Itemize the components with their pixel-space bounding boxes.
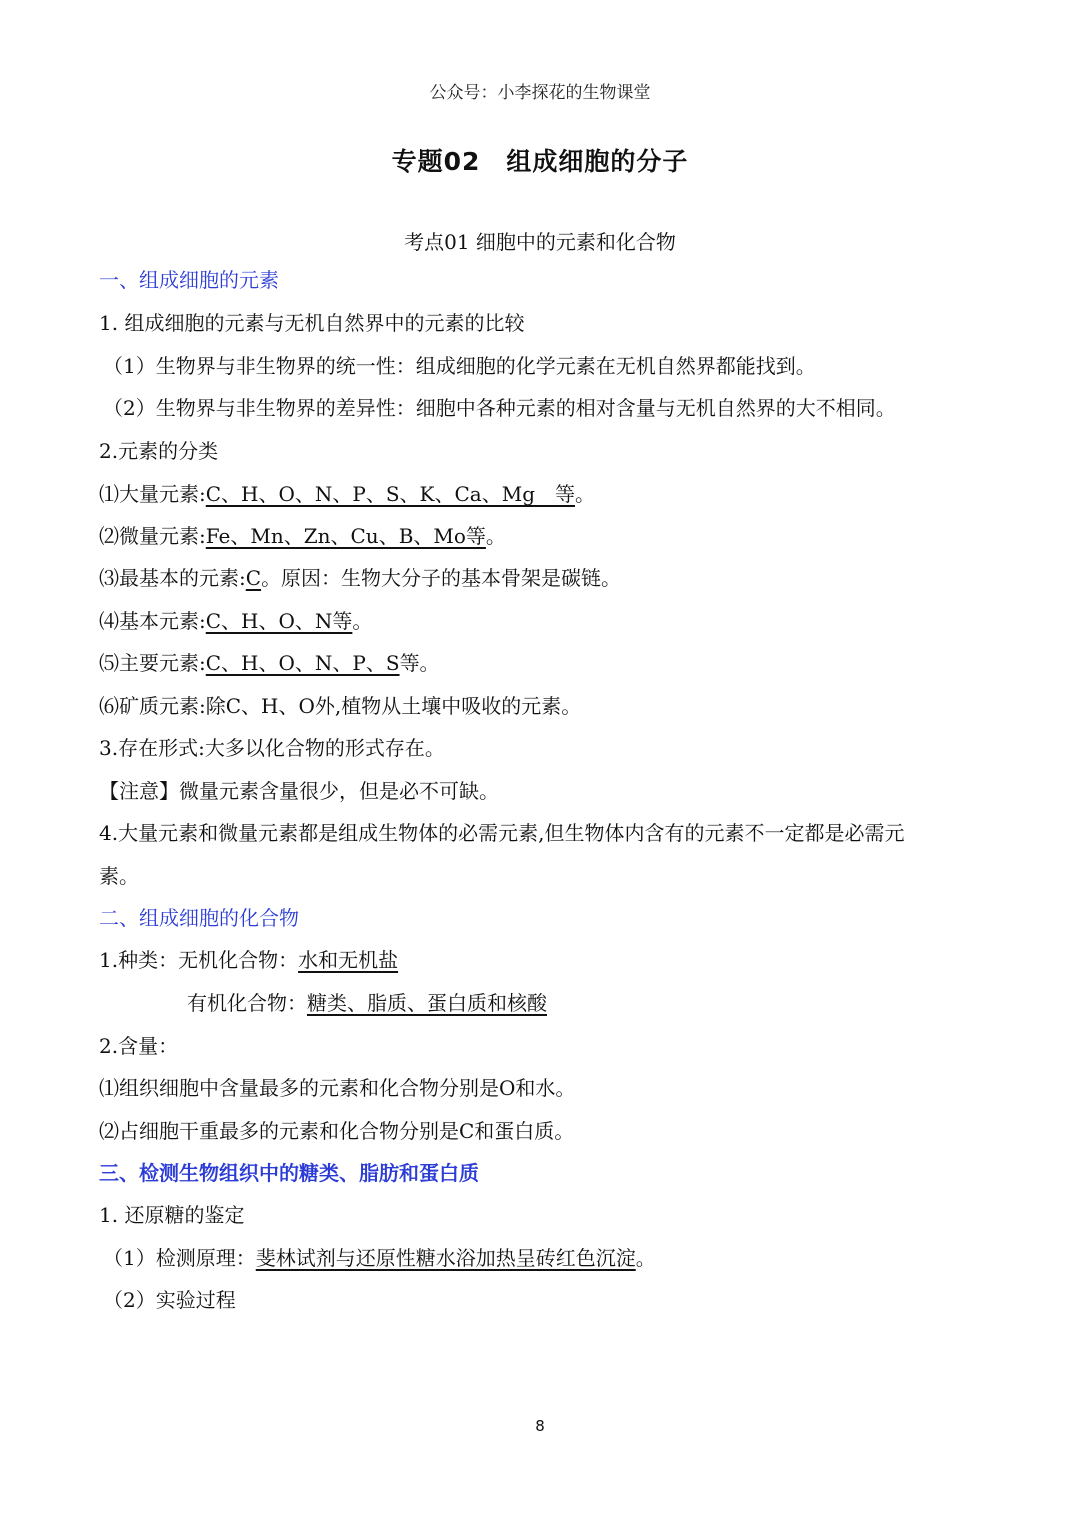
note: 【注意】微量元素含量很少，但是必不可缺。 bbox=[99, 779, 499, 803]
list-item: （2）实验过程 bbox=[103, 1288, 236, 1312]
paragraph: （1）生物界与非生物界的统一性：组成细胞的化学元素在无机自然界都能找到。 bbox=[103, 354, 816, 378]
paragraph: 1. 还原糖的鉴定 bbox=[99, 1203, 245, 1227]
list-suffix: 。 bbox=[575, 482, 595, 506]
underlined-answer: Fe、Mn、Zn、Cu、B、Mo等 bbox=[205, 524, 486, 548]
list-label: （1）检测原理： bbox=[103, 1246, 256, 1270]
list-suffix: 。 bbox=[635, 1246, 656, 1270]
list-item bbox=[99, 480, 595, 508]
list-item bbox=[99, 607, 372, 635]
paragraph: （2）生物界与非生物界的差异性：细胞中各种元素的相对含量与无机自然界的大不相同。 bbox=[103, 396, 896, 420]
paragraph: 4.大量元素和微量元素都是组成生物体的必需元素,但生物体内含有的元素不一定都是必需元 bbox=[99, 821, 905, 845]
list-label: ⑵微量元素: bbox=[99, 524, 206, 548]
list-label: ⑸主要元素: bbox=[99, 651, 206, 675]
underlined-answer: 糖类、脂质、蛋白质和核酸 bbox=[307, 991, 547, 1015]
paragraph: 2.含量： bbox=[99, 1034, 179, 1058]
underlined-answer: C、H、O、N等 bbox=[205, 609, 353, 633]
page-title: 专题02 组成细胞的分子 bbox=[391, 147, 689, 176]
list-item bbox=[99, 649, 440, 677]
underlined-answer: 水和无机盐 bbox=[298, 948, 399, 972]
list-label: 有机化合物： bbox=[187, 991, 307, 1015]
list-suffix: 等。 bbox=[399, 651, 440, 675]
underlined-answer: C bbox=[245, 566, 262, 590]
page-header: 公众号：小李探花的生物课堂 bbox=[429, 83, 651, 103]
section-subtitle: 考点01 细胞中的元素和化合物 bbox=[404, 230, 676, 254]
paragraph: 素。 bbox=[99, 864, 139, 888]
list-label: ⑶最基本的元素: bbox=[99, 566, 246, 590]
list-label: ⑴大量元素: bbox=[99, 482, 206, 506]
list-item bbox=[103, 1244, 656, 1272]
list-item: ⑴组织细胞中含量最多的元素和化合物分别是O和水。 bbox=[99, 1076, 576, 1100]
underlined-answer: C、H、O、N、P、S bbox=[205, 651, 400, 675]
paragraph: 1. 组成细胞的元素与无机自然界中的元素的比较 bbox=[99, 311, 525, 335]
list-item bbox=[187, 989, 547, 1017]
list-suffix: 。原因：生物大分子的基本骨架是碳链。 bbox=[261, 566, 622, 590]
page-number: 8 bbox=[535, 1417, 545, 1435]
list-item bbox=[99, 522, 506, 550]
list-item: ⑹矿质元素:除C、H、O外,植物从土壤中吸收的元素。 bbox=[99, 694, 582, 718]
heading-detection: 三、检测生物组织中的糖类、脂肪和蛋白质 bbox=[99, 1161, 479, 1185]
list-suffix: 。 bbox=[485, 524, 506, 548]
underlined-answer: 斐林试剂与还原性糖水浴加热呈砖红色沉淀 bbox=[255, 1246, 636, 1270]
underlined-answer: C、H、O、N、P、S、K、Ca、Mg 等 bbox=[205, 482, 575, 506]
list-item: ⑵占细胞干重最多的元素和化合物分别是C和蛋白质。 bbox=[99, 1119, 575, 1143]
list-label: ⑷基本元素: bbox=[99, 609, 206, 633]
list-item bbox=[99, 946, 398, 974]
list-item bbox=[99, 564, 621, 592]
paragraph: 2.元素的分类 bbox=[99, 439, 219, 463]
list-label: 1.种类：无机化合物： bbox=[99, 948, 299, 972]
list-suffix: 。 bbox=[352, 609, 373, 633]
heading-compounds: 二、组成细胞的化合物 bbox=[99, 906, 299, 930]
paragraph: 3.存在形式:大多以化合物的形式存在。 bbox=[99, 736, 445, 760]
heading-elements: 一、组成细胞的元素 bbox=[99, 268, 279, 292]
